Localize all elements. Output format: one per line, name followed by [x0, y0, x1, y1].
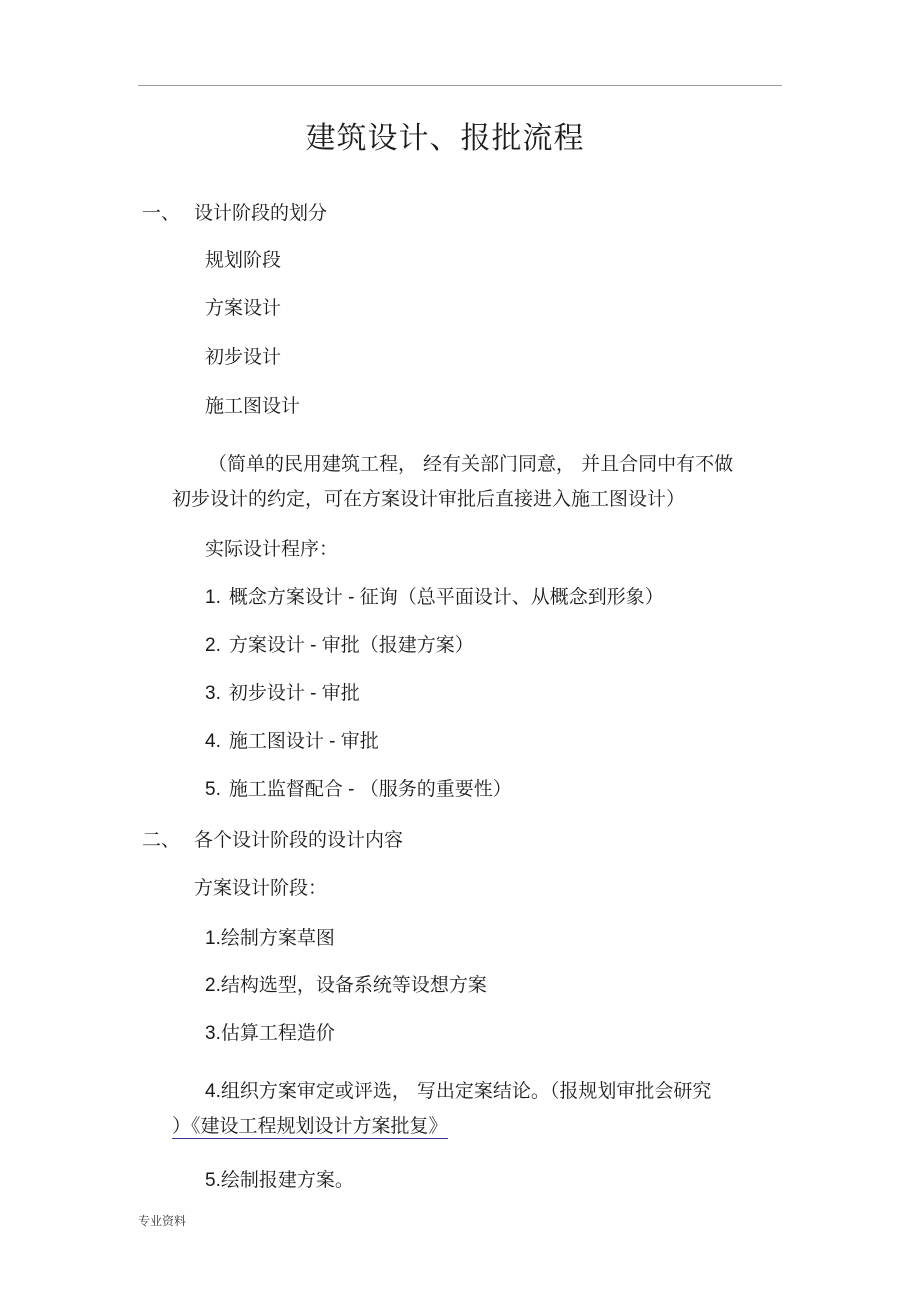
- program-label: 实际设计程序：: [205, 538, 339, 560]
- item-number: 3.: [205, 1023, 221, 1044]
- item-number: 5.: [205, 1170, 221, 1191]
- page-footer: 专业资料: [138, 1214, 187, 1228]
- step-dash: -: [304, 635, 322, 656]
- item-text: 组织方案审定或评选， 写出定案结论。（报规划审批会研究: [220, 1080, 712, 1102]
- step-name: 施工图设计: [228, 730, 324, 752]
- section2-heading: 各个设计阶段的设计内容: [194, 829, 404, 851]
- step-name: 概念方案设计: [228, 586, 343, 608]
- step-number: 3.: [205, 683, 221, 704]
- item-text: 估算工程造价: [220, 1022, 335, 1044]
- subsection-label: 方案设计阶段：: [194, 877, 328, 899]
- header-rule: [138, 85, 782, 86]
- item-number: 1.: [205, 928, 221, 949]
- program-step: [205, 585, 664, 610]
- content-item: [205, 1079, 711, 1104]
- step-number: 2.: [205, 635, 221, 656]
- stage-item: 方案设计: [205, 297, 282, 319]
- step-name: 施工监督配合: [228, 778, 343, 800]
- page-title: 建筑设计、报批流程: [305, 121, 585, 156]
- stage-item: 施工图设计: [205, 395, 301, 417]
- stage-item: 初步设计: [205, 346, 282, 368]
- step-detail: 审批（报建方案）: [321, 634, 474, 656]
- step-dash: -: [323, 731, 341, 752]
- program-step: [205, 729, 379, 754]
- item-text: 结构选型，设备系统等设想方案: [220, 974, 487, 996]
- step-detail: 审批: [321, 682, 360, 704]
- note-line: （简单的民用建筑工程， 经有关部门同意， 并且合同中有不做: [208, 453, 734, 475]
- step-dash: -: [342, 587, 360, 608]
- step-detail: （服务的重要性）: [359, 778, 512, 800]
- step-number: 4.: [205, 731, 221, 752]
- step-dash: -: [304, 683, 322, 704]
- item-number: 2.: [205, 975, 221, 996]
- step-detail: 征询（总平面设计、从概念到形象）: [359, 586, 664, 608]
- item-continuation: [172, 1114, 448, 1138]
- underlined-document-title: ）《建设工程规划设计方案批复》: [172, 1115, 448, 1137]
- program-step: [205, 777, 512, 802]
- step-number: 5.: [205, 779, 221, 800]
- step-detail: 审批: [340, 730, 379, 752]
- item-text: 绘制报建方案。: [220, 1169, 354, 1191]
- stage-item: 规划阶段: [205, 249, 282, 271]
- step-dash: -: [342, 779, 360, 800]
- section1-heading: 设计阶段的划分: [194, 202, 328, 224]
- program-step: [205, 681, 360, 706]
- item-number: 4.: [205, 1081, 221, 1102]
- section1-number: 一、: [142, 202, 181, 224]
- content-item: [205, 1021, 335, 1046]
- program-step: [205, 633, 474, 658]
- step-number: 1.: [205, 587, 221, 608]
- step-name: 方案设计: [228, 634, 305, 656]
- step-name: 初步设计: [228, 682, 305, 704]
- content-item: [205, 1168, 354, 1193]
- section2-number: 二、: [142, 829, 181, 851]
- content-item: [205, 926, 335, 951]
- note-line: 初步设计的约定，可在方案设计审批后直接进入施工图设计）: [172, 488, 686, 510]
- item-text: 绘制方案草图: [220, 927, 335, 949]
- content-item: [205, 973, 487, 998]
